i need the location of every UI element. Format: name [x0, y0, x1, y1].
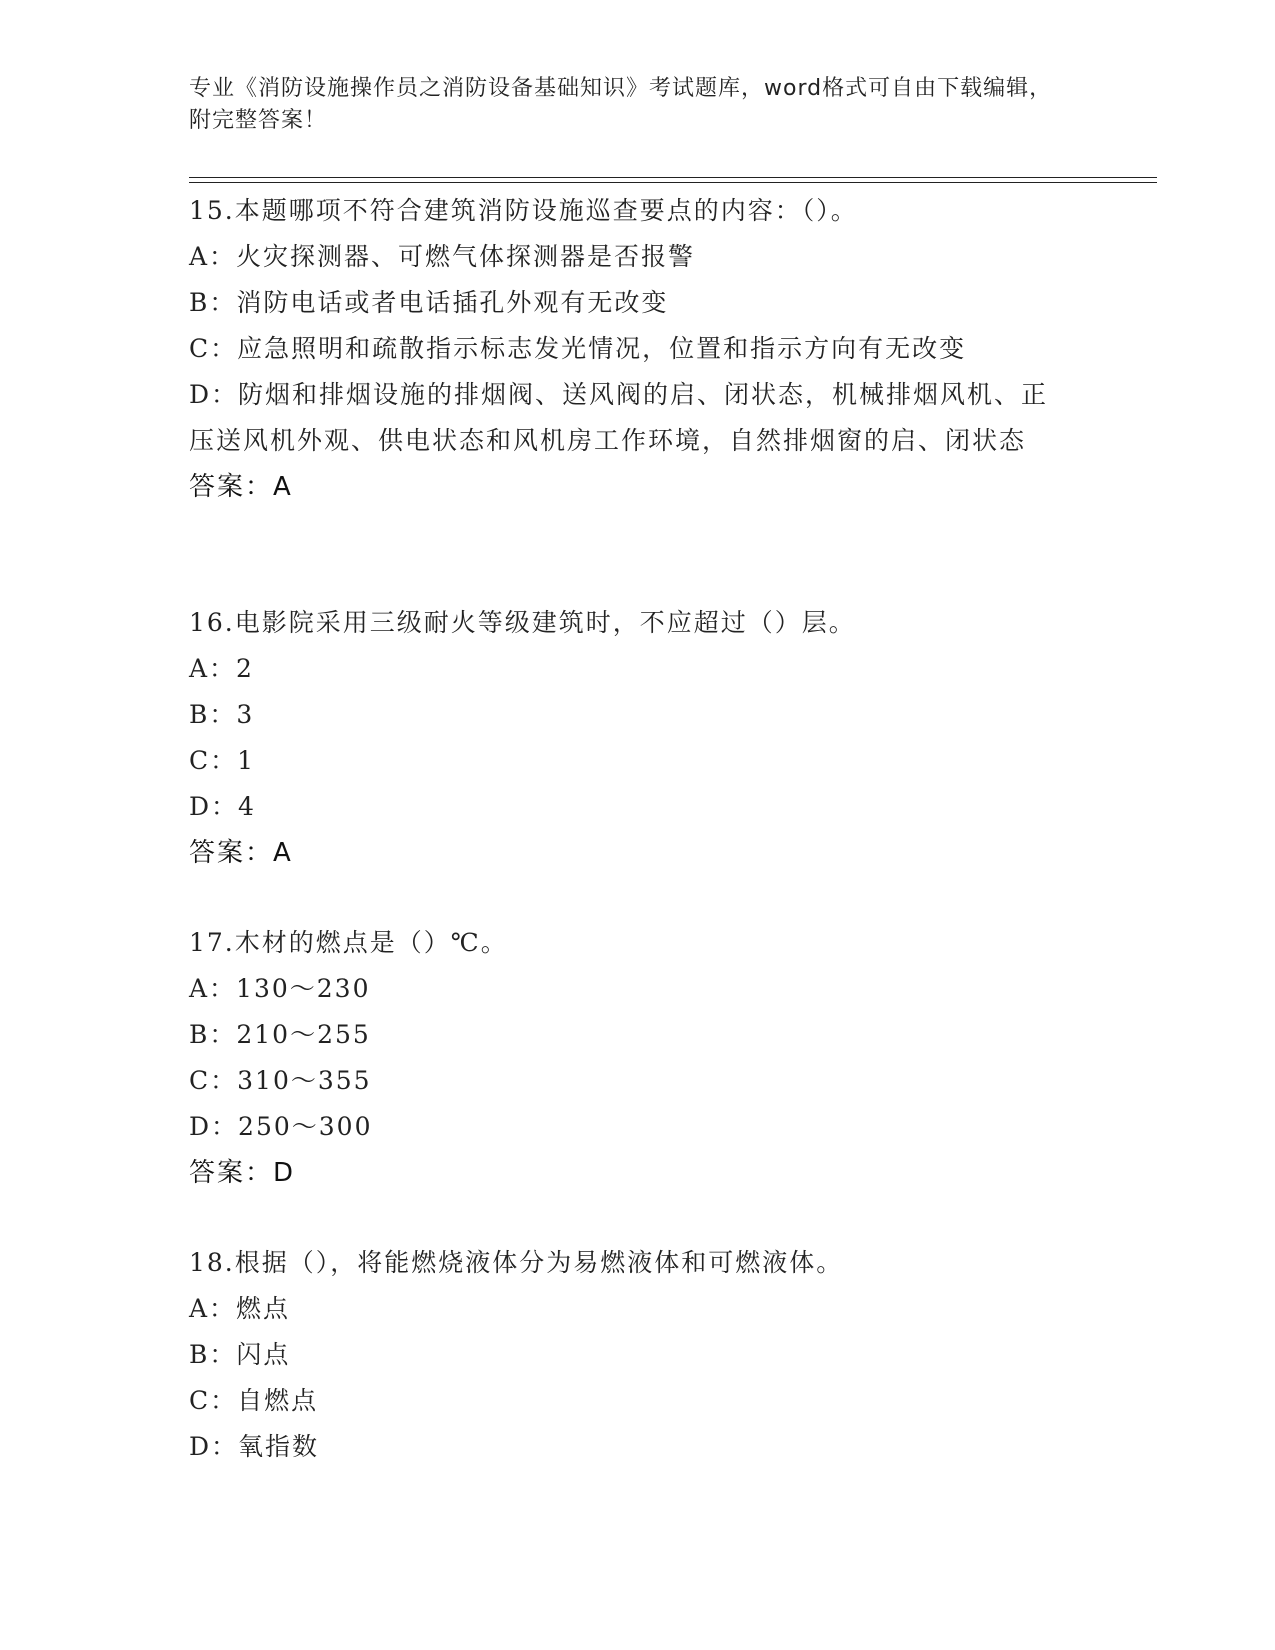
answer-label: 答案：A: [189, 838, 293, 868]
header-divider-top: [189, 177, 1157, 178]
option-a: A：火灾探测器、可燃气体探测器是否报警: [189, 242, 696, 271]
question-stem: 16.电影院采用三级耐火等级建筑时，不应超过（）层。: [189, 608, 856, 637]
option-d: D：250～300: [189, 1112, 373, 1141]
question-stem: 15.本题哪项不符合建筑消防设施巡查要点的内容：（）。: [189, 196, 858, 225]
question-stem: 17.木材的燃点是（）℃。: [189, 928, 508, 957]
option-b: B：3: [189, 700, 255, 729]
option-a: A：2: [189, 654, 254, 683]
answer-label: 答案：D: [189, 1158, 296, 1188]
question-17: [189, 920, 1069, 1196]
option-a: A：130～230: [189, 974, 371, 1003]
option-b: B：210～255: [189, 1020, 371, 1049]
question-18: [189, 1240, 1069, 1470]
question-15: [189, 188, 1069, 510]
option-b: B：闪点: [189, 1340, 291, 1369]
option-b: B：消防电话或者电话插孔外观有无改变: [189, 288, 669, 317]
document-header: 专业《消防设施操作员之消防设备基础知识》考试题库，word格式可自由下载编辑，附完整答案！: [189, 76, 1053, 133]
option-d: D：防烟和排烟设施的排烟阀、送风阀的启、闭状态，机械排烟风机、正压送风机外观、供电状态和风机房工作环境，自然排烟窗的启、闭状态: [189, 380, 1049, 455]
question-stem: 18.根据（），将能燃烧液体分为易燃液体和可燃液体。: [189, 1248, 844, 1277]
header-divider-bottom: [189, 182, 1157, 183]
answer-label: 答案：A: [189, 472, 293, 502]
option-a: A：燃点: [189, 1294, 291, 1323]
option-d: D：4: [189, 792, 256, 821]
option-c: C：1: [189, 746, 256, 775]
option-c: C：310～355: [189, 1066, 372, 1095]
option-c: C：应急照明和疏散指示标志发光情况，位置和指示方向有无改变: [189, 334, 967, 363]
option-d: D：氧指数: [189, 1432, 320, 1461]
question-16: [189, 600, 1069, 876]
option-c: C：自燃点: [189, 1386, 319, 1415]
